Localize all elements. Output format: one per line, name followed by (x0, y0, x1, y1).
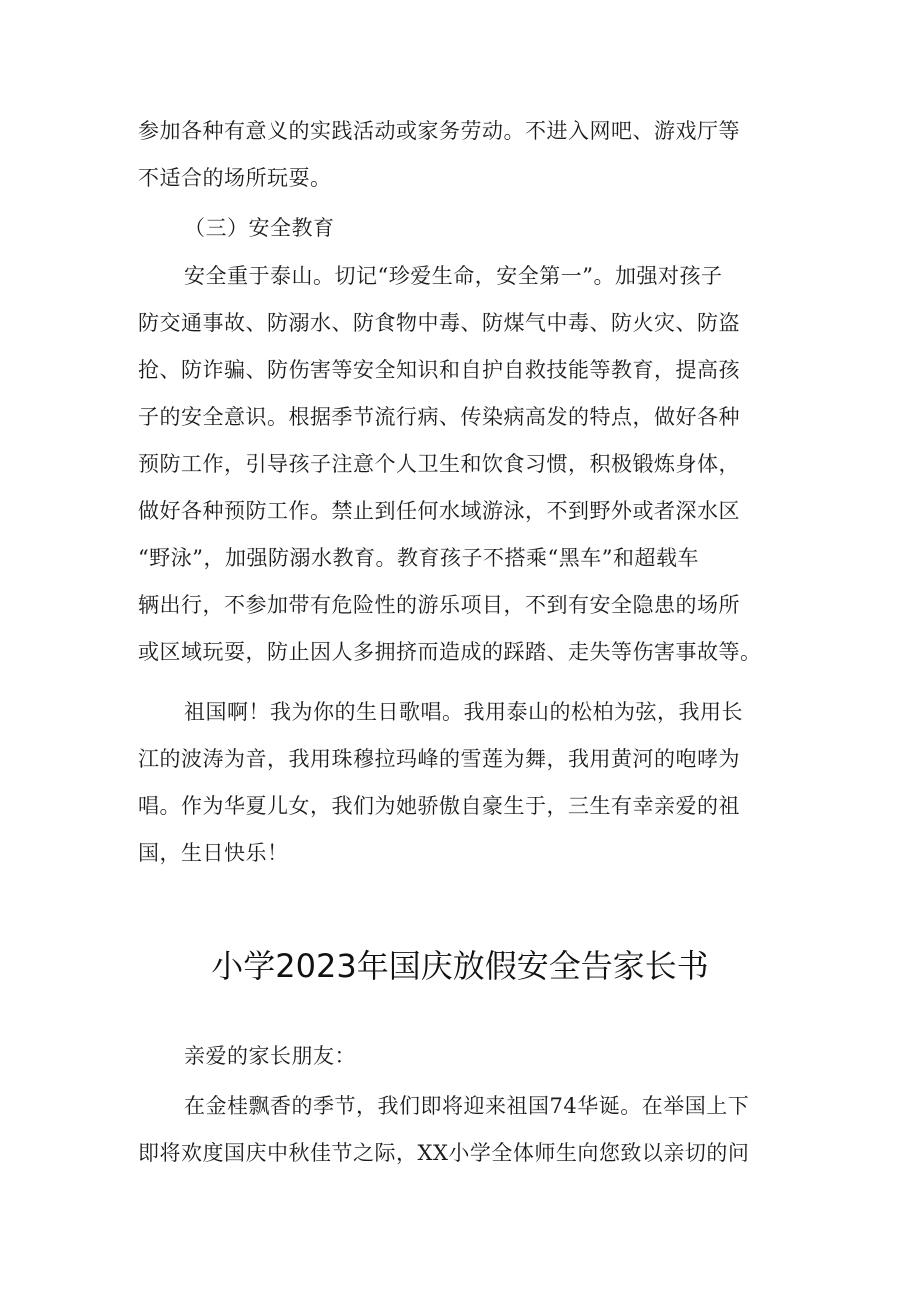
text-line: 唱。作为华夏儿女，我们为她骄傲自豪生于，三生有幸亲爱的祖 (138, 794, 740, 818)
letter-title: 小学2023年国庆放假安全告家长书 (211, 947, 709, 985)
text-line: 参加各种有意义的实践活动或家务劳动。不进入网吧、游戏厅等 (138, 119, 740, 143)
paragraph-closing (138, 689, 798, 877)
salutation-text: 亲爱的家长朋友： (184, 1044, 356, 1068)
text-line: 防交通事故、防溺水、防食物中毒、防煤气中毒、防火灾、防盗 (138, 311, 740, 335)
paragraph-safety (138, 253, 798, 676)
text-line: 子的安全意识。根据季节流行病、传染病高发的特点，做好各种 (138, 405, 740, 429)
text-line: 做好各种预防工作。禁止到任何水域游泳，不到野外或者深水区 (138, 499, 740, 523)
text-line: 预防工作，引导孩子注意个人卫生和饮食习惯，积极锻炼身体， (138, 452, 740, 476)
subheading-text: （三）安全教育 (184, 216, 335, 240)
text-line: 抢、防诈骗、防伤害等安全知识和自护自救技能等教育，提高孩 (138, 358, 740, 382)
text-line: “野泳”，加强防溺水教育。教育孩子不搭乘“黑车”和超载车 (138, 546, 699, 570)
text-line: 或区域玩耍，防止因人多拥挤而造成的踩踏、走失等伤害事故等。 (138, 640, 762, 664)
paragraph-activities (138, 108, 798, 202)
section-subheading-safety (138, 205, 798, 252)
text-line: 祖国啊！我为你的生日歌唱。我用泰山的松柏为弦，我用长 (184, 700, 743, 724)
paragraph-letter-intro (138, 1083, 798, 1177)
text-line: 江的波涛为音，我用珠穆拉玛峰的雪莲为舞，我用黄河的咆哮为 (138, 747, 740, 771)
text-line: 即将欢度国庆中秋佳节之际，XX小学全体师生向您致以亲切的问 (138, 1141, 750, 1165)
letter-salutation (138, 1033, 798, 1080)
text-line: 安全重于泰山。切记“珍爱生命，安全第一”。加强对孩子 (184, 264, 723, 288)
text-line: 国，生日快乐！ (138, 841, 289, 865)
text-line: 辆出行，不参加带有危险性的游乐项目，不到有安全隐患的场所 (138, 593, 740, 617)
text-line: 不适合的场所玩耍。 (138, 166, 332, 190)
text-line: 在金桂飘香的季节，我们即将迎来祖国74华诞。在举国上下 (184, 1094, 750, 1118)
